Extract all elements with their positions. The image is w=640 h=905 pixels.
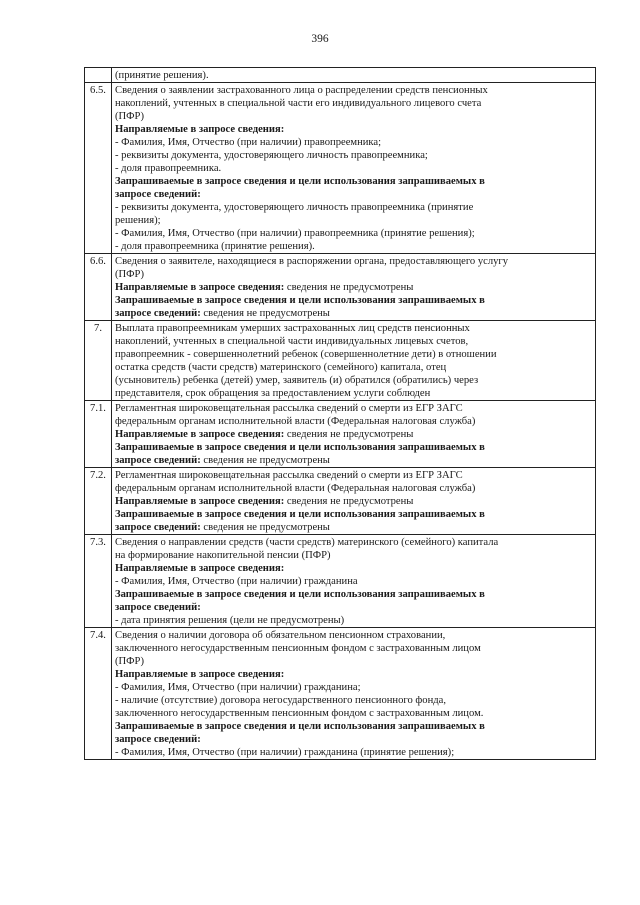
- text-line: [115, 720, 592, 733]
- bold-text: Направляемые в запросе сведения:: [115, 669, 285, 680]
- row-content: [112, 628, 596, 760]
- row-content: [112, 68, 596, 83]
- text: (ПФР): [115, 656, 144, 667]
- text-line: [115, 255, 592, 268]
- text-line: [115, 614, 592, 627]
- text-line: [115, 214, 592, 227]
- text-line: [115, 508, 592, 521]
- text-line: [115, 97, 592, 110]
- text-line: [115, 495, 592, 508]
- text: (ПФР): [115, 111, 144, 122]
- text-line: [115, 348, 592, 361]
- text-line: [115, 454, 592, 467]
- table-body: [85, 68, 596, 760]
- text: накоплений, учтенных в специальной части его индивидуального лицевого счета: [115, 98, 482, 109]
- table-row: [85, 321, 596, 401]
- table-row: [85, 535, 596, 628]
- text-line: [115, 149, 592, 162]
- text-line: [115, 562, 592, 575]
- bold-text: Запрашиваемые в запросе сведения и цели использования запрашиваемых в: [115, 589, 485, 600]
- bold-text: Запрашиваемые в запросе сведения и цели использования запрашиваемых в: [115, 509, 485, 520]
- text: - Фамилия, Имя, Отчество (при наличии) гражданина (принятие решения);: [115, 747, 455, 758]
- text: на формирование накопительной пенсии (ПФР): [115, 550, 331, 561]
- row-number: 7.1.: [85, 401, 112, 468]
- text-line: [115, 268, 592, 281]
- requirements-table: [84, 67, 596, 760]
- table-row: [85, 83, 596, 254]
- bold-text: запросе сведений:: [115, 455, 201, 466]
- text-line: [115, 281, 592, 294]
- bold-text: запросе сведений:: [115, 189, 201, 200]
- row-content: [112, 321, 596, 401]
- bold-text: Запрашиваемые в запросе сведения и цели использования запрашиваемых в: [115, 176, 485, 187]
- text-line: [115, 629, 592, 642]
- text-line: [115, 201, 592, 214]
- text: накоплений, учтенных в специальной части индивидуальных лицевых счетов,: [115, 336, 469, 347]
- text-line: [115, 642, 592, 655]
- text-line: [115, 402, 592, 415]
- text: (принятие решения).: [115, 70, 209, 81]
- row-content: [112, 401, 596, 468]
- text-line: [115, 469, 592, 482]
- bold-text: Запрашиваемые в запросе сведения и цели использования запрашиваемых в: [115, 295, 485, 306]
- text: - реквизиты документа, удостоверяющего личность правопреемника (принятие: [115, 202, 474, 213]
- text: - дата принятия решения (цели не предусмотрены): [115, 615, 345, 626]
- row-content: [112, 468, 596, 535]
- text: сведения не предусмотрены: [200, 308, 330, 319]
- row-number: 7.4.: [85, 628, 112, 760]
- text: Сведения о наличии договора об обязательном пенсионном страховании,: [115, 630, 446, 641]
- text-line: [115, 240, 592, 253]
- row-content: [112, 83, 596, 254]
- row-number: 7.3.: [85, 535, 112, 628]
- text: - доля правопреемника.: [115, 163, 222, 174]
- text-line: [115, 601, 592, 614]
- text-line: [115, 428, 592, 441]
- bold-text: Направляемые в запросе сведения:: [115, 496, 285, 507]
- text-line: [115, 136, 592, 149]
- text-line: [115, 307, 592, 320]
- text-line: [115, 668, 592, 681]
- text-line: [115, 188, 592, 201]
- bold-text: Направляемые в запросе сведения:: [115, 429, 285, 440]
- text-line: [115, 694, 592, 707]
- text-line: [115, 733, 592, 746]
- bold-text: Направляемые в запросе сведения:: [115, 124, 285, 135]
- table-row: [85, 628, 596, 760]
- text-line: [115, 162, 592, 175]
- text-line: [115, 69, 592, 82]
- text: Регламентная широковещательная рассылка сведений о смерти из ЕГР ЗАГС: [115, 470, 463, 481]
- bold-text: Запрашиваемые в запросе сведения и цели использования запрашиваемых в: [115, 442, 485, 453]
- row-number: 7.2.: [85, 468, 112, 535]
- text: Сведения о заявителе, находящиеся в распоряжении органа, предоставляющего услугу: [115, 256, 509, 267]
- table-row: [85, 401, 596, 468]
- text-line: [115, 746, 592, 759]
- text: решения);: [115, 215, 161, 226]
- text: Сведения о направлении средств (части средств) материнского (семейного) капитала: [115, 537, 499, 548]
- text-line: [115, 374, 592, 387]
- text: (ПФР): [115, 269, 144, 280]
- text-line: [115, 521, 592, 534]
- text: сведения не предусмотрены: [200, 522, 330, 533]
- table-row: [85, 468, 596, 535]
- text: сведения не предусмотрены: [200, 455, 330, 466]
- bold-text: Направляемые в запросе сведения:: [115, 563, 285, 574]
- text: сведения не предусмотрены: [284, 429, 414, 440]
- text-line: [115, 549, 592, 562]
- text: - Фамилия, Имя, Отчество (при наличии) гражданина: [115, 576, 358, 587]
- text: правопреемник - совершеннолетний ребенок (совершеннолетние дети) в отношении: [115, 349, 497, 360]
- text: Сведения о заявлении застрахованного лица о распределении средств пенсионных: [115, 85, 488, 96]
- text-line: [115, 536, 592, 549]
- bold-text: Запрашиваемые в запросе сведения и цели использования запрашиваемых в: [115, 721, 485, 732]
- bold-text: запросе сведений:: [115, 522, 201, 533]
- text: - Фамилия, Имя, Отчество (при наличии) правопреемника (принятие решения);: [115, 228, 475, 239]
- row-content: [112, 254, 596, 321]
- text-line: [115, 655, 592, 668]
- text: - доля правопреемника (принятие решения).: [115, 241, 315, 252]
- text: сведения не предусмотрены: [284, 496, 414, 507]
- text: остатка средств (части средств) материнского (семейного) капитала, отец: [115, 362, 447, 373]
- text-line: [115, 84, 592, 97]
- text-line: [115, 335, 592, 348]
- text: - Фамилия, Имя, Отчество (при наличии) правопреемника;: [115, 137, 382, 148]
- text: - наличие (отсутствие) договора негосударственного пенсионного фонда,: [115, 695, 446, 706]
- text: (усыновитель) ребенка (детей) умер, заявитель (и) обратился (обратились) через: [115, 375, 479, 386]
- text: - Фамилия, Имя, Отчество (при наличии) гражданина;: [115, 682, 361, 693]
- text: Регламентная широковещательная рассылка сведений о смерти из ЕГР ЗАГС: [115, 403, 463, 414]
- row-number: 6.5.: [85, 83, 112, 254]
- table-row: [85, 68, 596, 83]
- bold-text: запросе сведений:: [115, 308, 201, 319]
- text-line: [115, 415, 592, 428]
- bold-text: запросе сведений:: [115, 602, 201, 613]
- table-row: [85, 254, 596, 321]
- text-line: [115, 482, 592, 495]
- text-line: [115, 322, 592, 335]
- text-line: [115, 588, 592, 601]
- text-line: [115, 361, 592, 374]
- text: федеральным органам исполнительной власти (Федеральная налоговая служба): [115, 483, 476, 494]
- page-number: 396: [311, 33, 329, 45]
- text-line: [115, 123, 592, 136]
- text-line: [115, 441, 592, 454]
- row-number: [85, 68, 112, 83]
- text-line: [115, 387, 592, 400]
- text: заключенного негосударственным пенсионным фондом с застрахованным лицом.: [115, 708, 484, 719]
- text-line: [115, 575, 592, 588]
- text-line: [115, 294, 592, 307]
- bold-text: Направляемые в запросе сведения:: [115, 282, 285, 293]
- text: представителя, срок обращения за предоставлением услуги соблюден: [115, 388, 431, 399]
- text-line: [115, 175, 592, 188]
- bold-text: запросе сведений:: [115, 734, 201, 745]
- text-line: [115, 707, 592, 720]
- row-number: 7.: [85, 321, 112, 401]
- text: Выплата правопреемникам умерших застрахованных лиц средств пенсионных: [115, 323, 470, 334]
- text-line: [115, 681, 592, 694]
- row-content: [112, 535, 596, 628]
- row-number: 6.6.: [85, 254, 112, 321]
- text: - реквизиты документа, удостоверяющего личность правопреемника;: [115, 150, 428, 161]
- text: федеральным органам исполнительной власти (Федеральная налоговая служба): [115, 416, 476, 427]
- text-line: [115, 110, 592, 123]
- text-line: [115, 227, 592, 240]
- text: заключенного негосударственным пенсионным фондом с застрахованным лицом: [115, 643, 481, 654]
- text: сведения не предусмотрены: [284, 282, 414, 293]
